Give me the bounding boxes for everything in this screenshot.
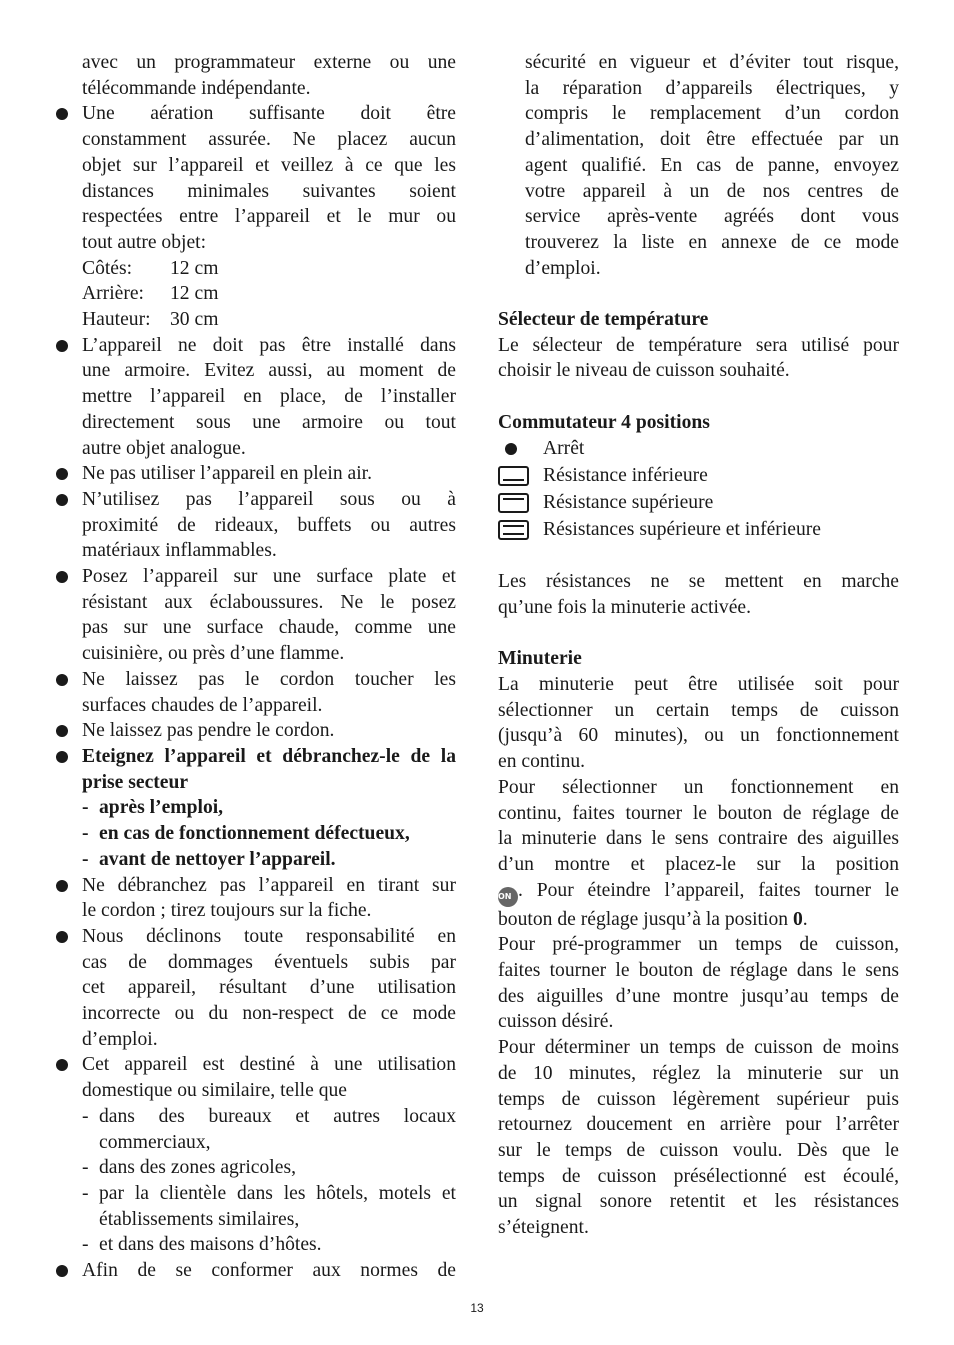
bullet-outdoor: Ne pas utiliser l’appareil en plein air. — [55, 461, 456, 487]
unplug-after-use: - après l’emploi, — [82, 797, 224, 819]
left-column — [55, 50, 456, 1284]
use-hotels: - par la clientèle dans les hôtels, motels et établissements similaires, — [82, 1182, 456, 1230]
heading-timer: Minuterie — [498, 648, 582, 670]
switch-upper: Résistance supérieure — [498, 490, 899, 517]
lower-element-icon — [498, 466, 529, 486]
use-guesthouses: - et dans des maisons d’hôtes. — [82, 1234, 322, 1256]
continued-paragraph: sécurité en vigueur et d’éviter tout risque, la réparation d’appareils électriques, y compris le remplacement d’un cordon d’alimentation, doit être effectuée par un agent qualifié. En cas de panne, envoyez votre appareil à un de nos centres de service après-vente agréés dont vous trouverez la liste en annexe de ce mode d’emploi. — [525, 52, 899, 279]
bullet-cabinet: L’appareil ne doit pas être installé dans une armoire. Evitez aussi, au moment de mettre l’appareil en place, de l’installer directement sous une armoire ou tout autre objet analogue. — [55, 333, 456, 462]
switch-off: Arrêt — [498, 436, 899, 463]
off-dot-icon — [505, 443, 517, 455]
bullet-unplug: Eteignez l’appareil et débranchez-le de la prise secteur — [55, 744, 456, 795]
bullet-cord-hot: Ne laissez pas le cordon toucher les surfaces chaudes de l’appareil. — [55, 667, 456, 718]
distance-sides: Côtés: 12 cm — [82, 257, 219, 279]
unplug-before-cleaning: - avant de nettoyer l’appareil. — [82, 848, 336, 870]
bullet-pull-plug: Ne débranchez pas l’appareil en tirant sur le cordon ; tirez toujours sur la fiche. — [55, 873, 456, 924]
bullet-safety-norms: Afin de se conformer aux normes de — [55, 1258, 456, 1284]
both-elements-icon — [498, 520, 529, 540]
heading-temperature-selector: Sélecteur de température — [498, 309, 709, 331]
continued-paragraph: avec un programmateur externe ou une télécommande indépendante. — [82, 52, 456, 99]
on-position-icon: ON — [498, 887, 518, 907]
bullet-curtains: N’utilisez pas l’appareil sous ou à proximité de rideaux, buffets ou autres matériaux inflammables. — [55, 487, 456, 564]
switch-lower: Résistance inférieure — [498, 463, 899, 490]
upper-element-icon — [498, 493, 529, 513]
right-column: sécurité en vigueur et d’éviter tout risque, la réparation d’appareils électriques, y compris le remplacement d’un cordon d’alimentation, doit être effectuée par un agent qualifié. En cas de panne, envoyez votre appareil à un de nos centres de service après-vente agréés dont vous trouverez la liste en annexe de ce mode d’emploi. Sélecteur de température Le sélecteur de température sera utilisé pour choisir le niveau de cuisson souhaité. Commutateur 4 positions Arrêt Résistance inférieure Résistance supérieure Résistances supérieure et inférieure Les résistances ne se mettent en marche qu’une fois la minuterie activée. Minuterie La minuterie peut être utilisée soit pour sélectionner un certain temps de cuisson (jusqu’à 60 minutes), ou un fonctionnement en continu. Pour sélectionner un fonctionnement en continu, faites tourner le bouton de réglage de la minuterie dans le sens contraire des aiguilles d’un montre et placez-le sur la position ON . Pour éteindre l’appareil, faites tourner le bouton de réglage jusqu’à la position 0. Pour pré-programmer un temps de cuisson, faites tourner le bouton de réglage dans le sens des aiguilles d’une montre jusqu’au temps de cuisson désiré. Pour déterminer un temps de cuisson de moins de 10 minutes, réglez la minuterie sur un temps de cuisson légèrement supérieur puis retournez doucement en arrière pour l’arrêter sur le temps de cuisson voulu. Dès que le temps de cuisson présélectionné est écoulé, un signal sonore retentit et les résistances s’éteignent. — [498, 52, 899, 1239]
page-number: 13 — [470, 1301, 484, 1315]
bullet-liability: Nous déclinons toute responsabilité en cas de dommages éventuels subis par cet appareil, résultant d’une utilisation incorrecte ou du non-respect de ce mode d’emploi. — [55, 924, 456, 1053]
bullet-cord-hang: Ne laissez pas pendre le cordon. — [55, 718, 456, 744]
switch-both: Résistances supérieure et inférieure — [498, 517, 899, 544]
distance-height: Hauteur: 30 cm — [82, 309, 219, 331]
bullet-surface: Posez l’appareil sur une surface plate et résistant aux éclaboussures. Ne le posez pas sur une surface chaude, comme une cuisinière, ou près d’une flamme. — [55, 564, 456, 667]
distance-back: Arrière: 12 cm — [82, 283, 219, 305]
use-offices: - dans des bureaux et autres locaux commerciaux, — [82, 1105, 456, 1153]
use-agricultural: - dans des zones agricoles, — [82, 1157, 296, 1179]
heading-switch: Commutateur 4 positions — [498, 411, 710, 433]
bullet-domestic-use: Cet appareil est destiné à une utilisation domestique ou similaire, telle que — [55, 1052, 456, 1103]
unplug-malfunction: - en cas de fonctionnement défectueux, — [82, 823, 410, 845]
bullet-ventilation: Une aération suffisante doit être constamment assurée. Ne placez aucun objet sur l’appareil et veillez à ce que les distances minimales suivantes soient respectées entre l’appareil et le mur ou tout autre objet: — [55, 101, 456, 255]
